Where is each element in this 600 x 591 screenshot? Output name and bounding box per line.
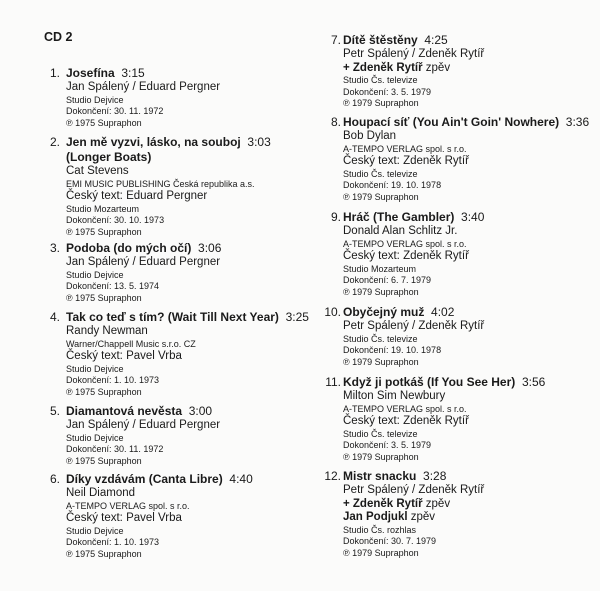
- track-duration: 3:56: [521, 375, 546, 389]
- track-title-line: [66, 66, 220, 81]
- track-credit: Jan Spálený / Eduard Pergner: [66, 256, 221, 268]
- track-title-line: [343, 305, 484, 320]
- track-title-continued: (Longer Boats): [66, 150, 152, 164]
- track-duration: 4:25: [424, 33, 448, 47]
- track-credit: Český text: Pavel Vrba: [66, 512, 182, 524]
- track-details: [343, 115, 589, 203]
- track-credit-small: Studio Čs. televize: [343, 168, 418, 179]
- track-credit: Petr Spálený / Zdeněk Rytíř: [343, 48, 485, 60]
- track-duration: 4:02: [431, 305, 455, 319]
- track-credit: [343, 62, 484, 76]
- track-title-line: [343, 210, 484, 225]
- track-details: [66, 241, 221, 304]
- track-credit: [343, 498, 484, 512]
- track-credit-small: ℗ 1975 Supraphon: [66, 548, 142, 559]
- track-title: Josefína: [66, 66, 115, 80]
- track-title: Jen mě vyzvi, lásko, na souboj: [66, 135, 241, 149]
- track-number: 1.: [49, 66, 60, 80]
- track-credit: Donald Alan Schlitz Jr.: [343, 225, 458, 237]
- vocalist-name: + Zdeněk Rytíř: [343, 61, 423, 74]
- track-number: 3.: [49, 241, 60, 255]
- track-credit-small: A-TEMPO VERLAG spol. s r.o.: [66, 500, 190, 511]
- track-title: Diamantová nevěsta: [66, 404, 183, 418]
- track-credit-small: ℗ 1975 Supraphon: [66, 386, 142, 397]
- track-title: Podoba (do mých očí): [66, 241, 192, 255]
- track-credit-small: ℗ 1979 Supraphon: [343, 98, 419, 108]
- track-credit-small: Dokončení: 30. 7. 1979: [343, 536, 437, 546]
- track-credit-small: Dokončení: 3. 5. 1979: [343, 86, 432, 97]
- track-credit-small: Dokončení: 30. 11. 1972: [66, 444, 164, 454]
- track-credit-small: Dokončení: 13. 5. 1974: [66, 281, 160, 291]
- vocal-role: zpěv: [422, 497, 451, 510]
- track-title-line: [343, 115, 589, 130]
- vocal-role: zpěv: [422, 61, 451, 74]
- track-number: 2.: [49, 135, 60, 149]
- track-credit-small: Dokončení: 6. 7. 1979: [343, 275, 432, 285]
- track-details: [343, 469, 484, 559]
- track-details: [66, 66, 220, 129]
- track-credit-small: A-TEMPO VERLAG spol. s r.o.: [343, 143, 467, 154]
- track-credit-small: ℗ 1979 Supraphon: [343, 286, 419, 297]
- track-credit-small: Studio Čs. televize: [343, 75, 418, 85]
- track-credit-small: Studio Dejvice: [66, 525, 124, 536]
- track-title-line: [66, 404, 220, 419]
- track-number: 6.: [49, 472, 60, 486]
- track-credit-small: Studio Dejvice: [66, 432, 124, 443]
- track-credit-small: Studio Čs. televize: [343, 333, 418, 344]
- track-duration: 3:06: [198, 241, 222, 255]
- track-details: [343, 33, 484, 110]
- track-title: Tak co teď s tím? (Wait Till Next Year): [66, 310, 279, 324]
- track-number: 5.: [49, 404, 60, 418]
- vocalist-name: + Zdeněk Rytíř: [343, 497, 423, 510]
- track-title: Když ji potkáš (If You See Her): [343, 375, 516, 389]
- track-title: Mistr snacku: [343, 469, 417, 483]
- track-details: [343, 305, 484, 368]
- track-credit-small: Studio Čs. televize: [343, 428, 418, 439]
- track-number: 11.: [325, 375, 341, 389]
- track-title: Díky vzdávám (Canta Libre): [66, 472, 223, 486]
- track-details: [66, 404, 220, 467]
- track-title-line: [343, 469, 484, 484]
- track-credit-small: ℗ 1979 Supraphon: [343, 547, 419, 558]
- track-credit-small: ℗ 1979 Supraphon: [343, 451, 419, 462]
- track-credit-small: Studio Dejvice: [66, 269, 124, 280]
- track-credit: Český text: Zdeněk Rytíř: [343, 155, 469, 167]
- cd-label: CD 2: [44, 30, 73, 44]
- vocal-role: zpěv: [407, 511, 436, 523]
- track-credit-small: Studio Čs. rozhlas: [343, 524, 417, 535]
- track-credit: Randy Newman: [66, 325, 148, 337]
- track-credit-small: EMI MUSIC PUBLISHING Česká republika a.s.: [66, 178, 255, 189]
- track-credit-small: ℗ 1975 Supraphon: [66, 117, 142, 128]
- track-credit: Český text: Zdeněk Rytíř: [343, 250, 469, 262]
- track-credit: Český text: Zdeněk Rytíř: [343, 415, 469, 427]
- track-credit-small: ℗ 1975 Supraphon: [66, 455, 142, 466]
- track-credit: Český text: Eduard Pergner: [66, 190, 208, 202]
- track-credit-small: Dokončení: 1. 10. 1973: [66, 375, 160, 385]
- track-title-line: [66, 310, 309, 325]
- track-number: 12.: [324, 469, 341, 483]
- track-number: 7.: [330, 33, 341, 47]
- track-details: [66, 135, 271, 238]
- track-duration: 3:15: [121, 66, 145, 80]
- track-credit-small: Dokončení: 30. 11. 1972: [66, 106, 164, 116]
- track-duration: 3:40: [461, 210, 485, 224]
- track-credit-small: ℗ 1975 Supraphon: [66, 292, 142, 303]
- track-credit-small: Dokončení: 19. 10. 1978: [343, 345, 442, 355]
- track-credit: Cat Stevens: [66, 165, 129, 177]
- track-credit: Milton Sim Newbury: [343, 390, 446, 402]
- track-credit: [343, 511, 484, 525]
- track-credit: Neil Diamond: [66, 487, 136, 499]
- track-credit: Bob Dylan: [343, 130, 397, 142]
- track-title-line: [66, 472, 253, 487]
- track-credit-small: Studio Mozarteum: [66, 203, 140, 214]
- track-credit: Jan Spálený / Eduard Pergner: [66, 81, 221, 93]
- track-credit-small: Dokončení: 19. 10. 1978: [343, 180, 442, 190]
- track-title: Hráč (The Gambler): [343, 210, 455, 224]
- track-duration: 3:00: [188, 404, 213, 418]
- track-credit-small: Studio Dejvice: [66, 94, 124, 105]
- track-credit-small: Dokončení: 1. 10. 1973: [66, 537, 160, 547]
- track-credit: Petr Spálený / Zdeněk Rytíř: [343, 320, 485, 332]
- track-credit: Petr Spálený / Zdeněk Rytíř: [343, 484, 485, 496]
- track-title-line: [66, 241, 221, 256]
- track-title: Houpací síť (You Ain't Goin' Nowhere): [343, 115, 560, 129]
- track-title: Obyčejný muž: [343, 305, 425, 319]
- track-credit: Jan Spálený / Eduard Pergner: [66, 419, 221, 431]
- track-number: 4.: [49, 310, 60, 324]
- track-duration: 3:36: [565, 115, 590, 129]
- track-duration: 3:28: [423, 469, 447, 483]
- track-credit-small: Warner/Chappell Music s.r.o. CZ: [66, 338, 196, 349]
- track-title-line: [343, 33, 484, 48]
- track-details: [66, 310, 309, 398]
- track-credit-small: ℗ 1979 Supraphon: [343, 356, 419, 367]
- track-credit-small: A-TEMPO VERLAG spol. s r.o.: [343, 403, 467, 414]
- track-title-line: [66, 135, 271, 150]
- track-credit: Český text: Pavel Vrba: [66, 350, 182, 362]
- track-title: Dítě štěstěny: [343, 33, 418, 47]
- track-number: 8.: [330, 115, 341, 129]
- track-number: 10.: [324, 305, 341, 319]
- vocalist-name: Jan Podjukl: [343, 511, 408, 523]
- track-details: [343, 210, 484, 298]
- track-number: 9.: [330, 210, 341, 224]
- track-duration: 4:40: [229, 472, 253, 486]
- track-credit-small: A-TEMPO VERLAG spol. s r.o.: [343, 238, 467, 249]
- track-credit-small: Studio Dejvice: [66, 363, 124, 374]
- track-credit-small: ℗ 1975 Supraphon: [66, 226, 142, 237]
- track-credit-small: ℗ 1979 Supraphon: [343, 191, 419, 202]
- track-details: [343, 375, 545, 463]
- track-details: [66, 472, 253, 560]
- track-credit-small: Dokončení: 30. 10. 1973: [66, 215, 165, 225]
- track-title-line: [343, 375, 545, 390]
- track-credit-small: Dokončení: 3. 5. 1979: [343, 440, 432, 450]
- track-duration: 3:03: [247, 135, 271, 149]
- track-credit-small: Studio Mozarteum: [343, 263, 417, 274]
- track-duration: 3:25: [285, 310, 309, 324]
